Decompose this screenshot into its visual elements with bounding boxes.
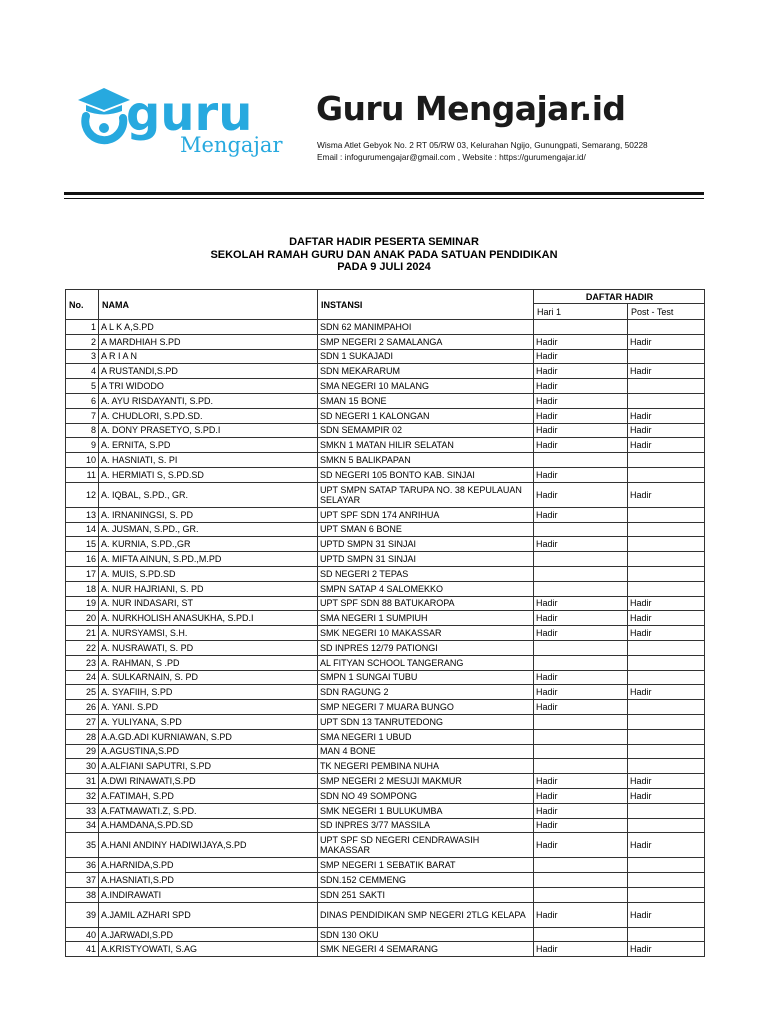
participant-name: A. NURKHOLISH ANASUKHA, S.PD.I	[99, 611, 318, 626]
participant-instansi: SDN NO 49 SOMPONG	[318, 788, 534, 803]
participant-name: A. IRNANINGSI, S. PD	[99, 507, 318, 522]
attendance-post-test	[628, 818, 705, 833]
attendance-post-test	[628, 670, 705, 685]
title-line-3: PADA 9 JULI 2024	[337, 261, 431, 273]
participant-name: A. YANI. S.PD	[99, 700, 318, 715]
attendance-day1	[534, 744, 628, 759]
participant-name: A. JUSMAN, S.PD., GR.	[99, 522, 318, 537]
attendance-post-test: Hadir	[628, 482, 705, 507]
table-row	[66, 453, 705, 468]
table-row	[66, 670, 705, 685]
row-number: 4	[66, 364, 99, 379]
attendance-day1	[534, 552, 628, 567]
participant-instansi: SMK NEGERI 1 BULUKUMBA	[318, 803, 534, 818]
row-number: 11	[66, 467, 99, 482]
participant-name: A. CHUDLORI, S.PD.SD.	[99, 408, 318, 423]
attendance-day1: Hadir	[534, 408, 628, 423]
participant-name: A.HASNIATI,S.PD	[99, 873, 318, 888]
brand-name: Guru Mengajar.id	[316, 89, 626, 128]
attendance-day1: Hadir	[534, 334, 628, 349]
attendance-post-test: Hadir	[628, 596, 705, 611]
participant-name: A.JARWADI,S.PD	[99, 927, 318, 942]
participant-instansi: SMP NEGERI 1 SEBATIK BARAT	[318, 858, 534, 873]
table-row	[66, 566, 705, 581]
attendance-post-test: Hadir	[628, 902, 705, 927]
table-row	[66, 537, 705, 552]
participant-instansi: SDN 62 MANIMPAHOI	[318, 320, 534, 335]
attendance-day1: Hadir	[534, 670, 628, 685]
row-number: 3	[66, 349, 99, 364]
table-row	[66, 788, 705, 803]
participant-instansi: SMPN 1 SUNGAI TUBU	[318, 670, 534, 685]
table-row	[66, 626, 705, 641]
brand-contact: Email : infogurumengajar@gmail.com , Website : https://gurumengajar.id/	[317, 152, 586, 162]
participant-instansi: SMPN SATAP 4 SALOMEKKO	[318, 581, 534, 596]
participant-name: A. AYU RISDAYANTI, S.PD.	[99, 393, 318, 408]
participant-instansi: UPT SPF SDN 88 BATUKAROPA	[318, 596, 534, 611]
attendance-day1: Hadir	[534, 379, 628, 394]
participant-instansi: SDN.152 CEMMENG	[318, 873, 534, 888]
header-hari-1: Hari 1	[534, 304, 628, 320]
attendance-day1: Hadir	[534, 902, 628, 927]
row-number: 23	[66, 655, 99, 670]
attendance-day1	[534, 873, 628, 888]
row-number: 27	[66, 714, 99, 729]
row-number: 16	[66, 552, 99, 567]
table-row	[66, 774, 705, 789]
attendance-day1	[534, 927, 628, 942]
attendance-post-test	[628, 744, 705, 759]
attendance-post-test: Hadir	[628, 833, 705, 858]
participant-name: A L K A,S.PD	[99, 320, 318, 335]
attendance-day1: Hadir	[534, 467, 628, 482]
participant-instansi: SMAN 15 BONE	[318, 393, 534, 408]
attendance-post-test: Hadir	[628, 364, 705, 379]
table-row	[66, 482, 705, 507]
attendance-day1: Hadir	[534, 818, 628, 833]
row-number: 25	[66, 685, 99, 700]
participant-instansi: DINAS PENDIDIKAN SMP NEGERI 2TLG KELAPA	[318, 902, 534, 927]
participant-name: A. SYAFIIH, S.PD	[99, 685, 318, 700]
row-number: 29	[66, 744, 99, 759]
table-row	[66, 522, 705, 537]
attendance-day1: Hadir	[534, 685, 628, 700]
attendance-table	[65, 289, 705, 957]
attendance-post-test	[628, 552, 705, 567]
row-number: 21	[66, 626, 99, 641]
row-number: 37	[66, 873, 99, 888]
table-row	[66, 887, 705, 902]
attendance-day1	[534, 655, 628, 670]
participant-instansi: SD INPRES 3/77 MASSILA	[318, 818, 534, 833]
attendance-post-test	[628, 927, 705, 942]
participant-instansi: SD NEGERI 105 BONTO KAB. SINJAI	[318, 467, 534, 482]
participant-name: A. NUSRAWATI, S. PD	[99, 640, 318, 655]
participant-name: A.FATIMAH, S.PD	[99, 788, 318, 803]
participant-name: A.HARNIDA,S.PD	[99, 858, 318, 873]
attendance-day1: Hadir	[534, 364, 628, 379]
participant-instansi: TK NEGERI PEMBINA NUHA	[318, 759, 534, 774]
participant-instansi: AL FITYAN SCHOOL TANGERANG	[318, 655, 534, 670]
participant-instansi: UPT SPF SD NEGERI CENDRAWASIH MAKASSAR	[318, 833, 534, 858]
participant-name: A TRI WIDODO	[99, 379, 318, 394]
title-line-2: SEKOLAH RAMAH GURU DAN ANAK PADA SATUAN PENDIDIKAN	[210, 248, 558, 261]
participant-name: A. ERNITA, S.PD	[99, 438, 318, 453]
row-number: 41	[66, 942, 99, 957]
participant-instansi: SMP NEGERI 7 MUARA BUNGO	[318, 700, 534, 715]
row-number: 7	[66, 408, 99, 423]
participant-name: A. IQBAL, S.PD., GR.	[99, 482, 318, 507]
row-number: 15	[66, 537, 99, 552]
table-row	[66, 640, 705, 655]
attendance-day1	[534, 522, 628, 537]
attendance-day1: Hadir	[534, 788, 628, 803]
table-row	[66, 596, 705, 611]
attendance-post-test	[628, 349, 705, 364]
row-number: 22	[66, 640, 99, 655]
attendance-post-test: Hadir	[628, 942, 705, 957]
participant-name: A RUSTANDI,S.PD	[99, 364, 318, 379]
participant-name: A. NURSYAMSI, S.H.	[99, 626, 318, 641]
attendance-day1: Hadir	[534, 349, 628, 364]
attendance-post-test	[628, 566, 705, 581]
participant-instansi: SMA NEGERI 10 MALANG	[318, 379, 534, 394]
participant-instansi: UPT SPF SDN 174 ANRIHUA	[318, 507, 534, 522]
table-row	[66, 685, 705, 700]
attendance-day1: Hadir	[534, 833, 628, 858]
row-number: 17	[66, 566, 99, 581]
attendance-post-test	[628, 858, 705, 873]
participant-instansi: UPTD SMPN 31 SINJAI	[318, 552, 534, 567]
table-row	[66, 507, 705, 522]
participant-instansi: SDN 130 OKU	[318, 927, 534, 942]
row-number: 39	[66, 902, 99, 927]
attendance-post-test	[628, 655, 705, 670]
logo-word: guru	[126, 86, 253, 142]
attendance-post-test	[628, 581, 705, 596]
row-number: 24	[66, 670, 99, 685]
attendance-post-test	[628, 700, 705, 715]
table-row	[66, 744, 705, 759]
participant-name: A MARDHIAH S.PD	[99, 334, 318, 349]
table-row	[66, 349, 705, 364]
header-name: NAMA	[99, 290, 318, 320]
participant-name: A. YULIYANA, S.PD	[99, 714, 318, 729]
participant-instansi: UPT SMPN SATAP TARUPA NO. 38 KEPULAUAN SELAYAR	[318, 482, 534, 507]
table-row	[66, 467, 705, 482]
header-divider-thin	[64, 198, 704, 199]
participant-instansi: SD NEGERI 2 TEPAS	[318, 566, 534, 581]
table-row	[66, 552, 705, 567]
participant-name: A. RAHMAN, S .PD	[99, 655, 318, 670]
attendance-day1	[534, 581, 628, 596]
table-row	[66, 581, 705, 596]
attendance-day1	[534, 320, 628, 335]
table-row	[66, 393, 705, 408]
table-row	[66, 379, 705, 394]
participant-instansi: MAN 4 BONE	[318, 744, 534, 759]
row-number: 5	[66, 379, 99, 394]
table-row	[66, 873, 705, 888]
table-row	[66, 714, 705, 729]
row-number: 19	[66, 596, 99, 611]
table-row	[66, 858, 705, 873]
attendance-post-test	[628, 453, 705, 468]
attendance-post-test	[628, 714, 705, 729]
table-row	[66, 942, 705, 957]
participant-instansi: SDN RAGUNG 2	[318, 685, 534, 700]
participant-name: A.FATMAWATI.Z, S.PD.	[99, 803, 318, 818]
attendance-day1: Hadir	[534, 507, 628, 522]
participant-instansi: SDN 1 SUKAJADI	[318, 349, 534, 364]
attendance-post-test: Hadir	[628, 685, 705, 700]
title-line-1: DAFTAR HADIR PESERTA SEMINAR	[289, 236, 479, 248]
table-row	[66, 320, 705, 335]
participant-name: A. SULKARNAIN, S. PD	[99, 670, 318, 685]
row-number: 2	[66, 334, 99, 349]
attendance-day1	[534, 640, 628, 655]
attendance-post-test	[628, 729, 705, 744]
document-title	[64, 236, 704, 274]
attendance-day1	[534, 566, 628, 581]
participant-instansi: UPT SMAN 6 BONE	[318, 522, 534, 537]
row-number: 34	[66, 818, 99, 833]
table-row	[66, 833, 705, 858]
attendance-day1	[534, 729, 628, 744]
table-row	[66, 729, 705, 744]
attendance-post-test: Hadir	[628, 334, 705, 349]
row-number: 36	[66, 858, 99, 873]
row-number: 38	[66, 887, 99, 902]
attendance-day1: Hadir	[534, 774, 628, 789]
attendance-post-test	[628, 640, 705, 655]
attendance-day1	[534, 887, 628, 902]
table-row	[66, 423, 705, 438]
participant-name: A. MIFTA AINUN, S.PD.,M.PD	[99, 552, 318, 567]
attendance-day1: Hadir	[534, 482, 628, 507]
attendance-day1: Hadir	[534, 611, 628, 626]
participant-instansi: SMK NEGERI 10 MAKASSAR	[318, 626, 534, 641]
participant-name: A R I A N	[99, 349, 318, 364]
attendance-day1: Hadir	[534, 626, 628, 641]
attendance-day1	[534, 858, 628, 873]
participant-instansi: SMP NEGERI 2 SAMALANGA	[318, 334, 534, 349]
header-divider	[64, 192, 704, 195]
row-number: 31	[66, 774, 99, 789]
attendance-day1: Hadir	[534, 803, 628, 818]
participant-instansi: SMKN 5 BALIKPAPAN	[318, 453, 534, 468]
header-daftar-hadir: DAFTAR HADIR	[534, 290, 705, 304]
attendance-post-test: Hadir	[628, 626, 705, 641]
attendance-post-test	[628, 393, 705, 408]
table-row	[66, 803, 705, 818]
attendance-post-test	[628, 873, 705, 888]
attendance-day1	[534, 714, 628, 729]
attendance-rows	[66, 320, 705, 957]
participant-instansi: SMKN 1 MATAN HILIR SELATAN	[318, 438, 534, 453]
row-number: 14	[66, 522, 99, 537]
table-row	[66, 408, 705, 423]
participant-name: A.HANI ANDINY HADIWIJAYA,S.PD	[99, 833, 318, 858]
participant-name: A.JAMIL AZHARI SPD	[99, 902, 318, 927]
attendance-post-test	[628, 759, 705, 774]
attendance-day1: Hadir	[534, 700, 628, 715]
participant-instansi: SMA NEGERI 1 SUMPIUH	[318, 611, 534, 626]
participant-name: A. KURNIA, S.PD.,GR	[99, 537, 318, 552]
participant-name: A. NUR INDASARI, ST	[99, 596, 318, 611]
participant-name: A.KRISTYOWATI, S.AG	[99, 942, 318, 957]
row-number: 10	[66, 453, 99, 468]
attendance-post-test	[628, 379, 705, 394]
attendance-day1: Hadir	[534, 596, 628, 611]
row-number: 40	[66, 927, 99, 942]
table-row	[66, 818, 705, 833]
header-post-test: Post - Test	[628, 304, 705, 320]
guru-mengajar-logo	[76, 78, 306, 160]
attendance-post-test	[628, 537, 705, 552]
attendance-post-test: Hadir	[628, 438, 705, 453]
attendance-post-test: Hadir	[628, 788, 705, 803]
attendance-day1: Hadir	[534, 438, 628, 453]
row-number: 18	[66, 581, 99, 596]
attendance-post-test: Hadir	[628, 611, 705, 626]
table-row	[66, 611, 705, 626]
row-number: 33	[66, 803, 99, 818]
attendance-day1: Hadir	[534, 393, 628, 408]
participant-instansi: SDN SEMAMPIR 02	[318, 423, 534, 438]
attendance-post-test	[628, 887, 705, 902]
header-no: No.	[66, 290, 99, 320]
row-number: 12	[66, 482, 99, 507]
attendance-day1: Hadir	[534, 537, 628, 552]
participant-instansi: SDN MEKARARUM	[318, 364, 534, 379]
row-number: 35	[66, 833, 99, 858]
participant-instansi: SDN 251 SAKTI	[318, 887, 534, 902]
participant-name: A.ALFIANI SAPUTRI, S.PD	[99, 759, 318, 774]
participant-name: A. NUR HAJRIANI, S. PD	[99, 581, 318, 596]
participant-instansi: UPT SDN 13 TANRUTEDONG	[318, 714, 534, 729]
participant-name: A.DWI RINAWATI,S.PD	[99, 774, 318, 789]
attendance-post-test	[628, 507, 705, 522]
attendance-day1	[534, 453, 628, 468]
participant-name: A. MUIS, S.PD.SD	[99, 566, 318, 581]
table-row	[66, 334, 705, 349]
table-row	[66, 927, 705, 942]
participant-name: A. HASNIATI, S. PI	[99, 453, 318, 468]
attendance-day1: Hadir	[534, 942, 628, 957]
attendance-post-test: Hadir	[628, 423, 705, 438]
participant-instansi: SD INPRES 12/79 PATIONGI	[318, 640, 534, 655]
table-row	[66, 438, 705, 453]
brand-address: Wisma Atlet Gebyok No. 2 RT 05/RW 03, Kelurahan Ngijo, Gunungpati, Semarang, 50228	[317, 140, 648, 150]
participant-instansi: SMP NEGERI 2 MESUJI MAKMUR	[318, 774, 534, 789]
attendance-post-test	[628, 467, 705, 482]
row-number: 1	[66, 320, 99, 335]
row-number: 8	[66, 423, 99, 438]
row-number: 20	[66, 611, 99, 626]
row-number: 6	[66, 393, 99, 408]
participant-name: A.HAMDANA,S.PD.SD	[99, 818, 318, 833]
participant-name: A. DONY PRASETYO, S.PD.I	[99, 423, 318, 438]
table-row	[66, 759, 705, 774]
table-row	[66, 902, 705, 927]
table-row	[66, 364, 705, 379]
attendance-post-test	[628, 522, 705, 537]
participant-name: A.AGUSTINA,S.PD	[99, 744, 318, 759]
participant-instansi: SMA NEGERI 1 UBUD	[318, 729, 534, 744]
row-number: 9	[66, 438, 99, 453]
row-number: 26	[66, 700, 99, 715]
table-row	[66, 700, 705, 715]
participant-name: A.A.GD.ADI KURNIAWAN, S.PD	[99, 729, 318, 744]
table-row	[66, 655, 705, 670]
participant-instansi: SD NEGERI 1 KALONGAN	[318, 408, 534, 423]
attendance-post-test: Hadir	[628, 408, 705, 423]
row-number: 32	[66, 788, 99, 803]
participant-instansi: UPTD SMPN 31 SINJAI	[318, 537, 534, 552]
header-instansi: INSTANSI	[318, 290, 534, 320]
row-number: 30	[66, 759, 99, 774]
participant-name: A.INDIRAWATI	[99, 887, 318, 902]
participant-name: A. HERMIATI S, S.PD.SD	[99, 467, 318, 482]
attendance-day1: Hadir	[534, 423, 628, 438]
attendance-post-test	[628, 320, 705, 335]
attendance-post-test: Hadir	[628, 774, 705, 789]
attendance-day1	[534, 759, 628, 774]
participant-instansi: SMK NEGERI 4 SEMARANG	[318, 942, 534, 957]
logo-subword: Mengajar	[180, 133, 283, 157]
attendance-post-test	[628, 803, 705, 818]
row-number: 13	[66, 507, 99, 522]
row-number: 28	[66, 729, 99, 744]
